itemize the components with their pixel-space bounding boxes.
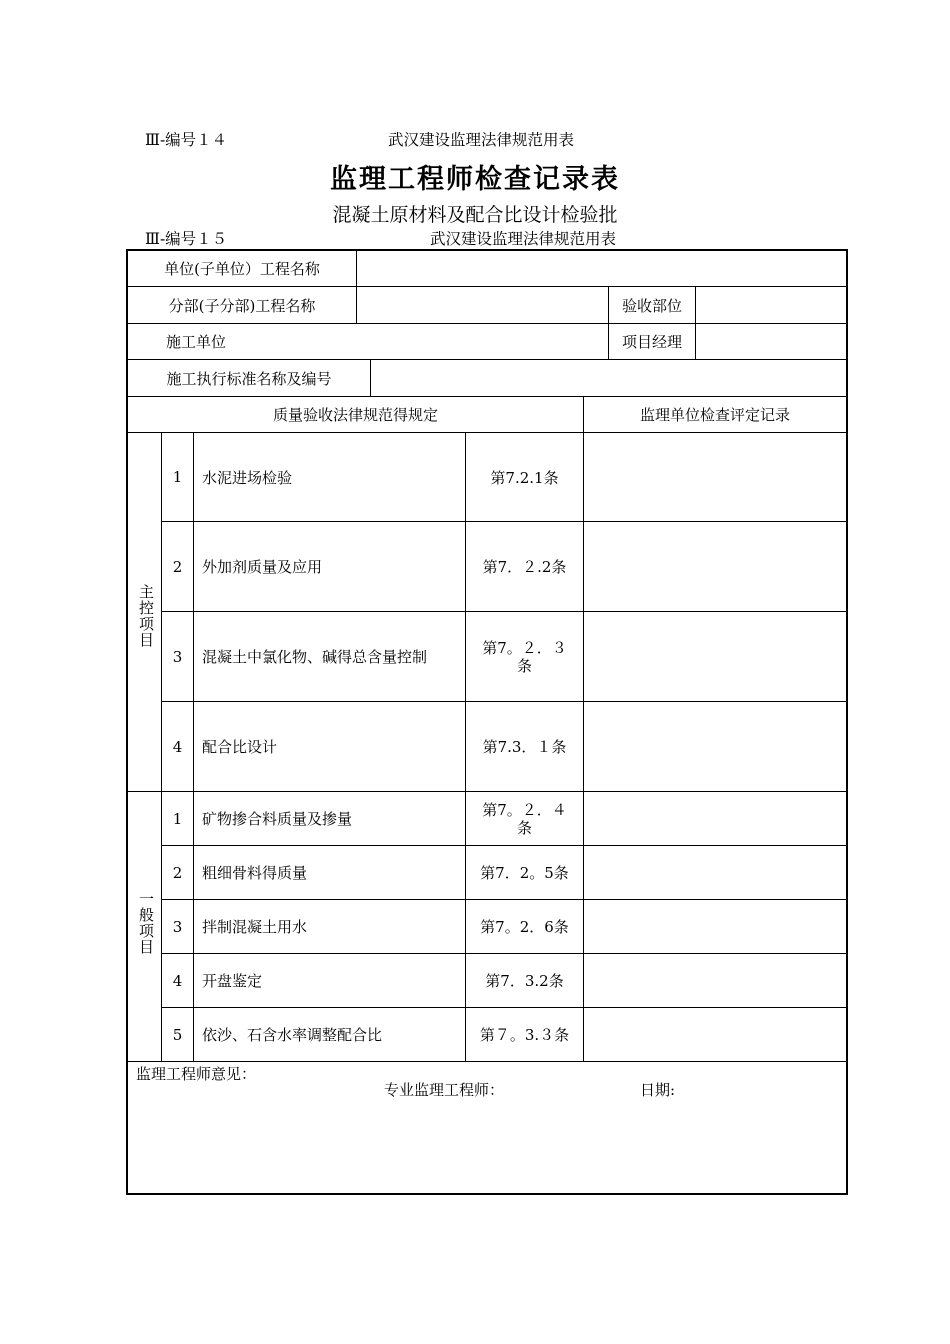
record-cell[interactable]: [584, 433, 846, 521]
item-clause: 第７。3.３条: [479, 1026, 570, 1044]
engineer-label: 专业监理工程师：: [384, 1081, 505, 1099]
item-clause: 第7．3.2条: [485, 972, 564, 990]
record-cell[interactable]: [584, 702, 846, 791]
constructor-label: 施工单位: [166, 333, 227, 351]
item-number: 4: [172, 737, 183, 756]
item-clause: 第7．2。5条: [480, 864, 569, 882]
acceptance-part-label: 验收部位: [621, 296, 682, 315]
item-number: 1: [172, 809, 183, 828]
record-cell[interactable]: [584, 900, 846, 953]
item-number: 5: [172, 1025, 183, 1044]
page-subtitle: 混凝土原材料及配合比设计检验批: [332, 204, 618, 226]
general-items-label: 一般项目: [137, 891, 155, 955]
item-number: 3: [172, 917, 183, 936]
item-number: 2: [172, 863, 183, 882]
acceptance-part-field[interactable]: [696, 287, 846, 323]
record-cell[interactable]: [584, 954, 846, 1007]
record-cell[interactable]: [584, 522, 846, 611]
item-number: 1: [172, 468, 183, 486]
opinion-label: 监理工程师意见：: [136, 1065, 257, 1083]
form-code-2: Ⅲ-编号１５: [145, 230, 228, 248]
sub-name-field[interactable]: [357, 287, 608, 323]
item-clause: 第7。２．４条: [482, 800, 567, 837]
item-clause: 第7.2.1条: [490, 468, 559, 487]
opinion-field[interactable]: [128, 1099, 846, 1193]
record-column-header: 监理单位检查评定记录: [639, 406, 790, 424]
date-label: 日期:: [640, 1081, 676, 1099]
page-title: 监理工程师检查记录表: [330, 164, 620, 195]
item-name: 水泥进场检验: [202, 468, 293, 487]
unit-name-field[interactable]: [357, 251, 846, 286]
inspection-table: [126, 249, 848, 1195]
pm-field[interactable]: [696, 324, 846, 359]
record-cell[interactable]: [584, 612, 846, 701]
form-org-2: 武汉建设监理法律规范用表: [430, 230, 617, 248]
item-clause: 第7。２．３条: [482, 638, 567, 675]
item-number: 4: [172, 971, 183, 990]
item-number: 2: [172, 557, 183, 576]
item-number: 3: [172, 647, 183, 666]
item-name: 混凝土中氯化物、碱得总含量控制: [202, 648, 428, 666]
sub-name-label: 分部(子分部)工程名称: [168, 296, 316, 315]
item-name: 粗细骨料得质量: [202, 864, 308, 882]
item-clause: 第7．２.2条: [482, 558, 567, 576]
item-clause: 第7。2．6条: [480, 918, 569, 936]
constructor-field[interactable]: [357, 324, 608, 359]
item-name: 矿物掺合料质量及掺量: [202, 810, 353, 828]
item-name: 拌制混凝土用水: [202, 918, 308, 936]
record-cell[interactable]: [584, 1008, 846, 1061]
item-name: 配合比设计: [202, 738, 278, 756]
spec-column-header: 质量验收法律规范得规定: [272, 406, 438, 424]
record-cell[interactable]: [584, 846, 846, 899]
standard-field[interactable]: [371, 360, 846, 396]
item-clause: 第7.3．１条: [482, 738, 567, 756]
form-org-1: 武汉建设监理法律规范用表: [388, 131, 575, 149]
standard-label: 施工执行标准名称及编号: [166, 369, 332, 388]
item-name: 外加剂质量及应用: [202, 558, 323, 576]
item-name: 开盘鉴定: [202, 972, 263, 990]
pm-label: 项目经理: [621, 333, 682, 351]
record-cell[interactable]: [584, 792, 846, 845]
main-control-label: 主控项目: [137, 584, 155, 648]
item-name: 依沙、石含水率调整配合比: [202, 1026, 383, 1044]
unit-name-label: 单位(子单位）工程名称: [164, 260, 320, 278]
form-code-1: Ⅲ-编号１４: [145, 131, 228, 149]
